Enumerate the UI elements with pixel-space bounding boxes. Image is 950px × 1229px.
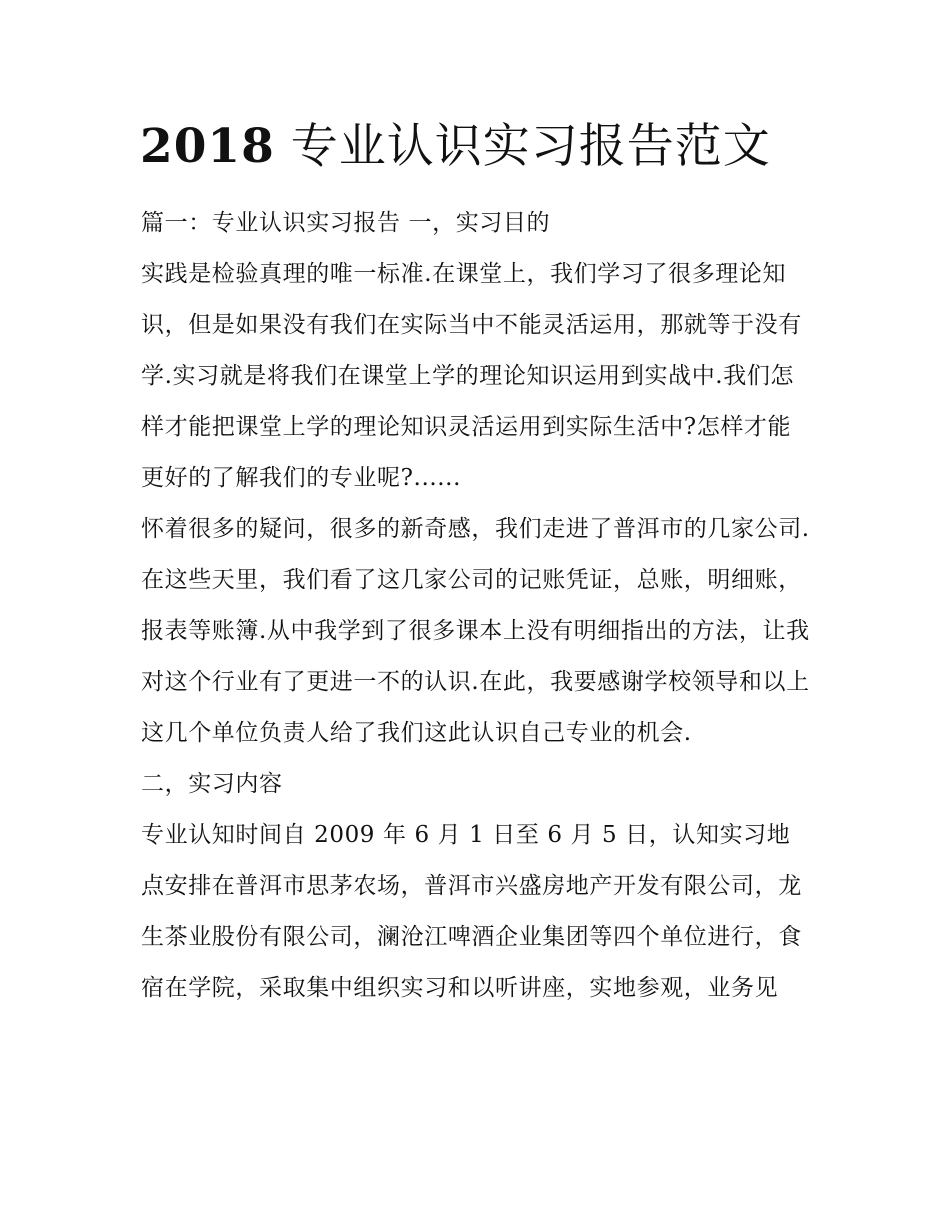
paragraph: 怀着很多的疑问，很多的新奇感，我们走进了普洱市的几家公司. xyxy=(141,516,810,542)
document-body xyxy=(141,198,813,1014)
title-year: 2018 xyxy=(140,119,275,174)
document-title xyxy=(140,112,840,182)
paragraph: 实践是检验真理的唯一标准.在课堂上，我们学习了很多理论知识，但是如果没有我们在实际当中不能灵活运用，那就等于没有学.实习就是将我们在课堂上学的理论知识运用到实战中.我们怎样才能把课堂上学的理论知识灵活运用到实际生活中?怎样才能更好的了解我们的专业呢?...... xyxy=(141,261,802,491)
paragraph: 专业认知时间自 2009 年 6 月 1 日至 6 月 5 日，认知实习地点安排在普洱市思茅农场，普洱市兴盛房地产开发有限公司，龙生茶业股份有限公司，澜沧江啤酒企业集团等四个单位进行，食宿在学院，采取集中组织实习和以听讲座，实地参观，业务见 xyxy=(141,822,802,1001)
paragraph: 在这些天里，我们看了这几家公司的记账凭证，总账，明细账，报表等账簿.从中我学到了很多课本上没有明细指出的方法，让我对这个行业有了更进一不的认识.在此，我要感谢学校领导和以上这几个单位负责人给了我们这此认识自己专业的机会. xyxy=(141,567,810,746)
title-text: 专业认识实习报告范文 xyxy=(274,119,771,174)
section-heading-purpose: 篇一：专业认识实习报告 一，实习目的 xyxy=(141,210,551,236)
section-heading-content: 二，实习内容 xyxy=(141,771,283,797)
